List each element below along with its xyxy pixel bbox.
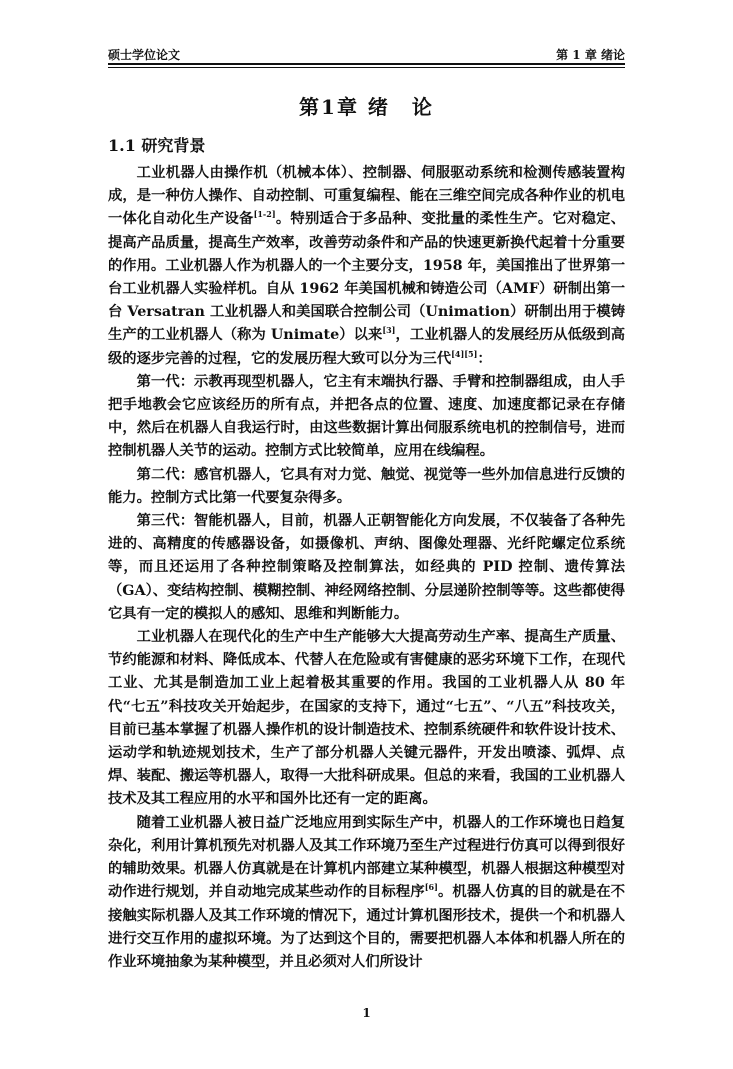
paragraph-simulation	[108, 812, 625, 974]
page-number: 1	[362, 1006, 371, 1020]
paragraph-china: 工业机器人在现代化的生产中生产能够大大提高劳动生产率、提高生产质量、节约能源和材料、降低成本、代替人在危险或有害健康的恶劣环境下工作，在现代工业、尤其是制造加工业上起着极其重要的作用。我国的工业机器人从 80 年代“七五”科技攻关开始起步，在国家的支持下，通过“七五”、“八五”科技攻关，目前已基本掌握了机器人操作机的设计制造技术、控制系统硬件和软件设计技术、运动学和轨迹规划技术，生产了部分机器人关键元器件，开发出喷漆、弧焊、点焊、装配、搬运等机器人，取得一大批科研成果。但总的来看，我国的工业机器人技术及其工程应用的水平和国外比还有一定的距离。	[108, 629, 625, 808]
section-title: 1.1 研究背景	[108, 136, 206, 155]
paragraph-text: ：	[477, 350, 492, 367]
paragraph-gen2: 第二代：感官机器人，它具有对力觉、触觉、视觉等一些外加信息进行反馈的能力。控制方式比第一代要复杂得多。	[108, 466, 625, 506]
paragraph-text: 随着工业机器人被日益广泛地应用到实际生产中，机器人的工作环境也日趋复杂化，利用计算机预先对机器人及其工作环境乃至生产过程进行仿真可以得到很好的辅助效果。机器人仿真就是在计算机内部建立某种模型，机器人根据这种模型对动作进行规划，并自动地完成某些动作的目标程序	[108, 814, 625, 901]
running-header	[108, 42, 625, 62]
paragraph-text: 工业机器人由操作机（机械本体）、控制器、伺服驱动系统和检测传感装置构成，是一种仿人操作、自动控制、可重复编程、能在三维空间完成各种作业的机电一体化自动化生产设备	[108, 165, 625, 228]
paragraph-text: ，工业机器人的发展经历从低级到高级的逐步完善的过程，它的发展历程大致可以分为三代	[108, 327, 625, 367]
header-rule-thick	[108, 63, 625, 65]
paragraph-intro	[108, 162, 625, 371]
body-text	[108, 162, 625, 974]
header-rule-thin	[108, 67, 625, 68]
header-chapter: 第 1 章 绪论	[556, 48, 625, 62]
header-thesis-type: 硕士学位论文	[108, 48, 181, 62]
paragraph-text: 。机器人仿真的目的就是在不接触实际机器人及其工作环境的情况下，通过计算机图形技术，提供一个和机器人进行交互作用的虚拟环境。为了达到这个目的，需要把机器人本体和机器人所在的作业环境抽象为某种模型，并且必须对人们所设计	[108, 884, 626, 970]
citation: [3]	[382, 325, 396, 336]
paragraph-text: 。特别适合于多品种、变批量的柔性生产。它对稳定、提高产品质量，提高生产效率，改善劳动条件和产品的快速更新换代起着十分重要的作用。工业机器人作为机器人的一个主要分支，1958 年，美国推出了世界第一台工业机器人实验样机。自从 1962 年美国机械和铸造公司（AMF）研制出第一台 Versatran 工业机器人和美国联合控制公司（Unimation）研制出用于模铸生产的工业机器人（称为 Unimate）以来	[108, 211, 625, 344]
paragraph-gen3: 第三代：智能机器人，目前，机器人正朝智能化方向发展，不仅装备了各种先进的、高精度的传感器设备，如摄像机、声纳、图像处理器、光纤陀螺定位系统等，而且还运用了各种控制策略及控制算法，如经典的 PID 控制、遗传算法（GA）、变结构控制、模糊控制、神经网络控制、分层递阶控制等等。这些都使得它具有一定的模拟人的感知、思维和判断能力。	[108, 513, 625, 622]
citation: [6]	[424, 882, 438, 893]
paragraph-gen1: 第一代：示教再现型机器人，它主有末端执行器、手臂和控制器组成，由人手把手地教会它应该经历的所有点，并把各点的位置、速度、加速度都记录在存储中，然后在机器人自我运行时，由这些数据计算出伺服系统电机的控制信号，进而控制机器人关节的运动。控制方式比较简单，应用在线编程。	[108, 373, 625, 460]
citation: [4][5]	[451, 348, 478, 359]
citation: [1-2]	[253, 209, 276, 220]
chapter-title: 第1章 绪 论	[299, 95, 434, 119]
